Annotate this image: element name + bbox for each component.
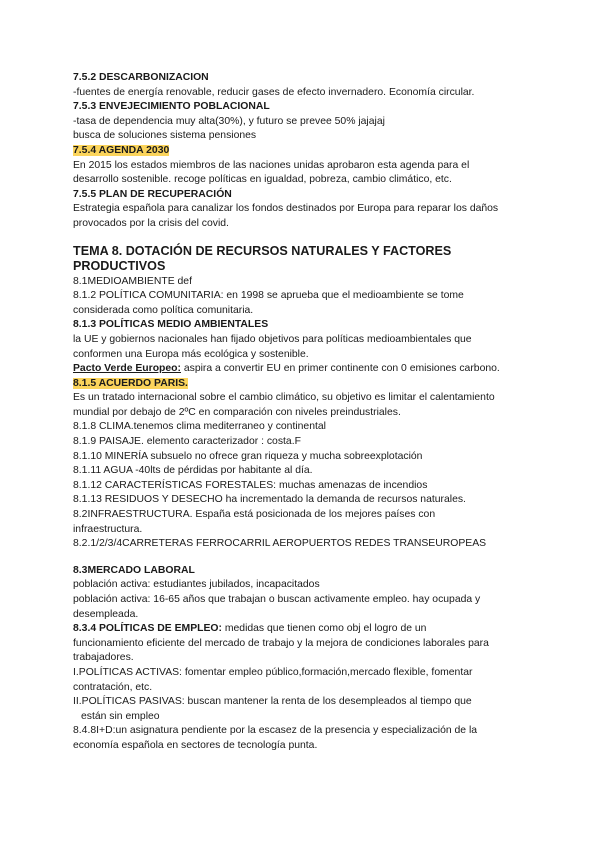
paragraph-line: 8.1MEDIOAMBIENTE def bbox=[73, 275, 192, 287]
paragraph-line: 8.1.12 CARACTERÍSTICAS FORESTALES: muchas amenazas de incendios bbox=[73, 479, 428, 491]
paragraph-line: conformen una Europa más ecológica y sostenible. bbox=[73, 348, 309, 360]
document-content bbox=[73, 71, 543, 754]
paragraph-line: desempleada. bbox=[73, 608, 139, 620]
paragraph-line: funcionamiento eficiente del mercado de trabajo y la mejora de condiciones laborales para bbox=[73, 637, 489, 649]
heading-7-5-2: 7.5.2 DESCARBONIZACION bbox=[73, 72, 209, 83]
paragraph-line: 8.2INFRAESTRUCTURA. España está posicionada de los mejores países con bbox=[73, 509, 436, 521]
paragraph-line: II.POLÍTICAS PASIVAS: buscan mantener la renta de los desempleados al tiempo que bbox=[73, 696, 472, 708]
heading-8-1-3: 8.1.3 POLÍTICAS MEDIO AMBIENTALES bbox=[73, 319, 269, 331]
paragraph-line: considerada como política comunitaria. bbox=[73, 304, 254, 316]
heading-7-5-4-highlighted: 7.5.4 AGENDA 2030 bbox=[73, 144, 170, 156]
paragraph-line: población activa: 16-65 años que trabajan o buscan activamente empleo. hay ocupada y bbox=[73, 594, 481, 605]
paragraph-line: 8.2.1/2/3/4CARRETERAS FERROCARRIL AEROPUERTOS REDES TRANSEUROPEAS bbox=[73, 538, 487, 550]
paragraph-line: 8.1.10 MINERÍA subsuelo no ofrece gran riqueza y mucha sobreexplotación bbox=[73, 450, 423, 462]
paragraph-line: busca de soluciones sistema pensiones bbox=[73, 130, 257, 142]
heading-8-3-4: 8.3.4 POLÍTICAS DE EMPLEO: bbox=[73, 623, 222, 635]
paragraph-line: -tasa de dependencia muy alta(30%), y futuro se prevee 50% jajajaj bbox=[73, 115, 385, 127]
paragraph-line: Estrategia española para canalizar los fondos destinados por Europa para reparar los daños bbox=[73, 203, 499, 215]
paragraph-line: están sin empleo bbox=[81, 710, 160, 722]
pacto-verde-text: aspira a convertir EU en primer continente con 0 emisiones carbono. bbox=[180, 363, 500, 375]
paragraph-line: economía española en sectores de tecnología punta. bbox=[73, 739, 318, 751]
paragraph-line: 8.1.8 CLIMA.tenemos clima mediterraneo y continental bbox=[73, 421, 326, 433]
paragraph-line: En 2015 los estados miembros de las naciones unidas aprobaron esta agenda para el bbox=[73, 159, 470, 171]
heading-7-5-5: 7.5.5 PLAN DE RECUPERACIÓN bbox=[73, 188, 232, 200]
paragraph-line: mundial por debajo de 2ºC en comparación con niveles preindustriales. bbox=[73, 406, 401, 418]
paragraph-line: 8.1.11 AGUA -40lts de pérdidas por habitante al día. bbox=[73, 465, 313, 477]
paragraph-line: -fuentes de energía renovable, reducir gases de efecto invernadero. Economía circular. bbox=[73, 86, 475, 98]
paragraph-line: Es un tratado internacional sobre el cambio climático, su objetivo es limitar el calentamiento bbox=[73, 392, 495, 404]
tema-8-title-cont: PRODUCTIVOS bbox=[73, 259, 166, 274]
paragraph-line: contratación, etc. bbox=[73, 681, 153, 693]
paragraph-line: I.POLÍTICAS ACTIVAS: fomentar empleo público,formación,mercado flexible, fomentar bbox=[73, 666, 473, 678]
paragraph-line: la UE y gobiernos nacionales han fijado objetivos para políticas medioambientales que bbox=[73, 333, 472, 345]
paragraph-line: trabajadores. bbox=[73, 652, 134, 664]
heading-8-3: 8.3MERCADO LABORAL bbox=[73, 564, 195, 576]
paragraph-line: población activa: estudiantes jubilados, incapacitados bbox=[73, 579, 320, 591]
tema-8-title: TEMA 8. DOTACIÓN DE RECURSOS NATURALES Y FACTORES bbox=[73, 243, 452, 258]
paragraph-line: 8.1.2 POLÍTICA COMUNITARIA: en 1998 se aprueba que el medioambiente se tome bbox=[73, 290, 464, 302]
heading-7-5-3: 7.5.3 ENVEJECIMIENTO POBLACIONAL bbox=[73, 101, 270, 113]
paragraph-line: infraestructura. bbox=[73, 523, 143, 535]
paragraph-line: 8.1.13 RESIDUOS Y DESECHO ha incrementado la demanda de recursos naturales. bbox=[73, 494, 466, 506]
paragraph-line: desarrollo sostenible. recoge políticas en igualdad, pobreza, cambio climático, etc. bbox=[73, 174, 452, 186]
paragraph-line: provocados por la crisis del covid. bbox=[73, 217, 229, 229]
heading-8-1-5-highlighted: 8.1.5 ACUERDO PARIS. bbox=[73, 377, 188, 389]
paragraph-inline: medidas que tienen como obj el logro de un bbox=[221, 623, 427, 635]
paragraph-line: 8.4.8I+D:un asignatura pendiente por la escasez de la presencia y especialización de la bbox=[73, 725, 478, 737]
paragraph-line: 8.1.9 PAISAJE. elemento caracterizador : costa.F bbox=[73, 436, 301, 448]
pacto-verde-label: Pacto Verde Europeo: bbox=[73, 363, 181, 375]
